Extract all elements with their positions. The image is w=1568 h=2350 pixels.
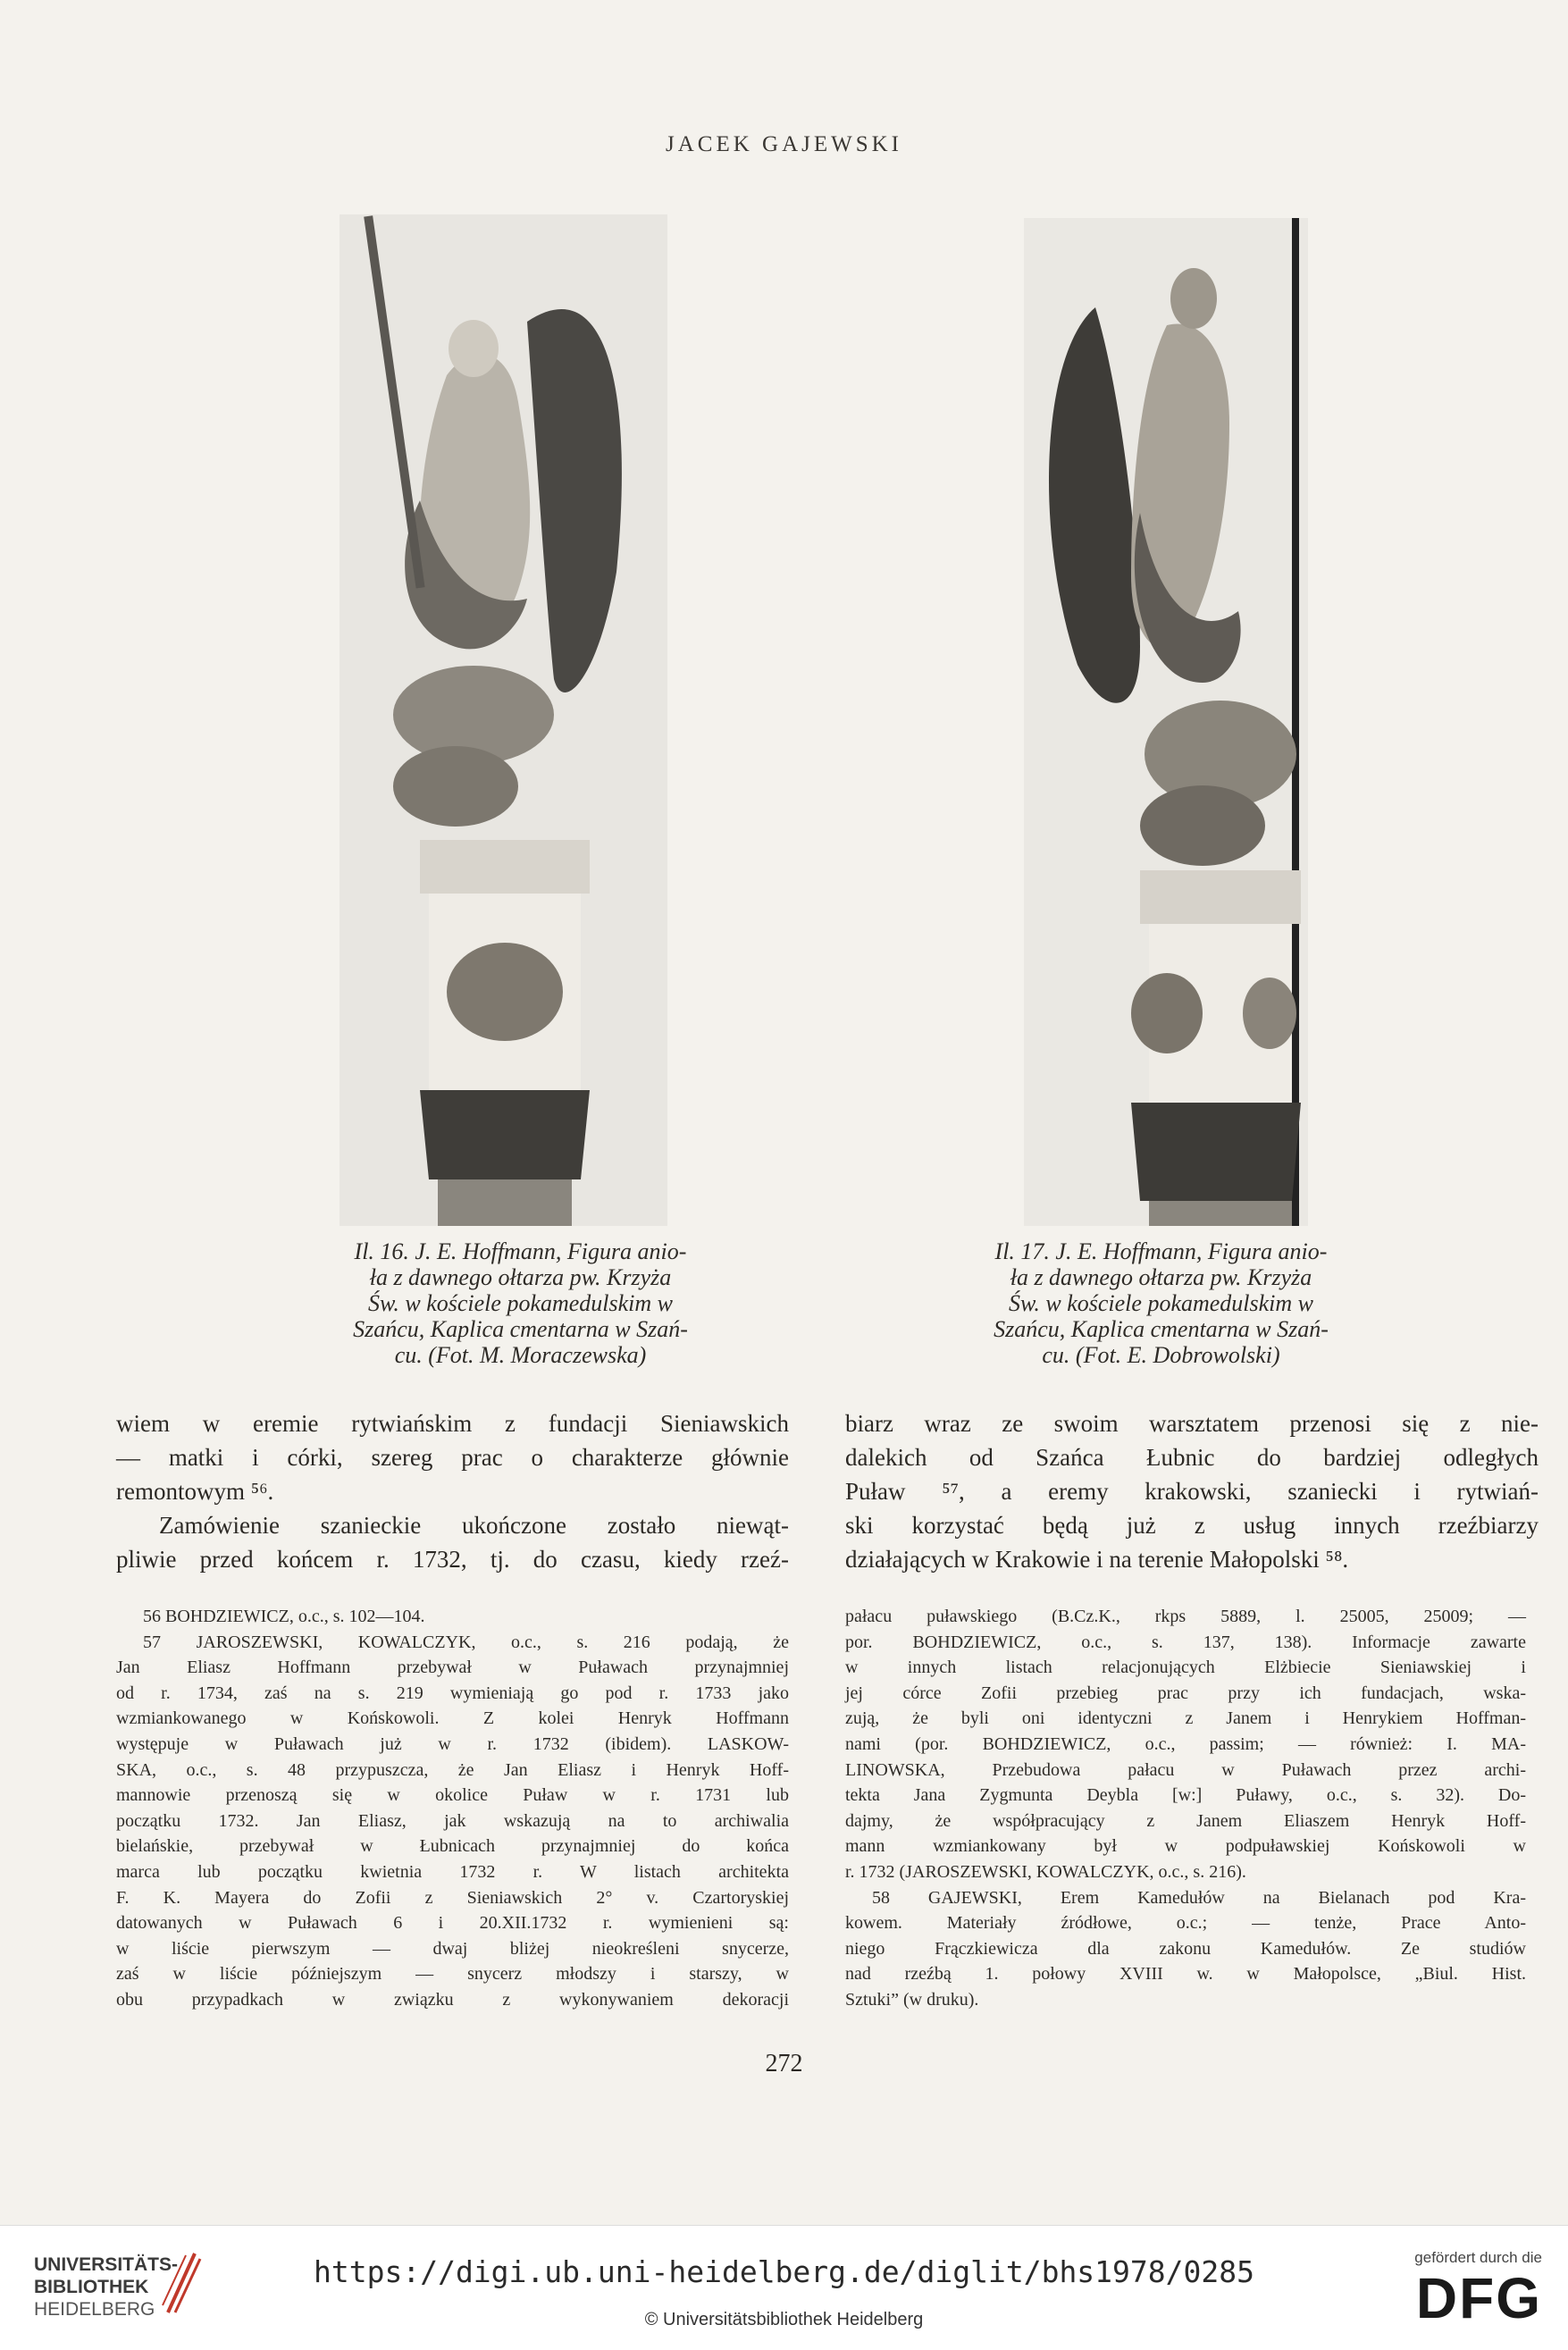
running-head: JACEK GAJEWSKI xyxy=(665,132,903,156)
footnote-line: nami (por. BOHDZIEWICZ, o.c., passim; — również: I. MA- xyxy=(845,1733,1526,1754)
caption-line: ła z dawnego ołtarza pw. Krzyża xyxy=(1010,1264,1312,1290)
footnote-line: Sztuki” (w druku). xyxy=(845,1989,979,2010)
body-line: ski korzystać będą już z usług innych rzeźbiarzy xyxy=(845,1512,1539,1539)
library-name-line: UNIVERSITÄTS- xyxy=(34,2254,179,2275)
footnote-line: F. K. Mayera do Zofii z Sieniawskich 2° v. Czartoryskiej xyxy=(116,1887,789,1908)
footnote-line: od r. 1734, zaś na s. 219 wymieniają go pod r. 1733 jako xyxy=(116,1683,789,1703)
body-line: wiem w eremie rytwiańskim z fundacji Sieniawskich xyxy=(116,1410,789,1437)
body-text-left xyxy=(116,1406,789,1576)
caption-line: cu. (Fot. E. Dobrowolski) xyxy=(1042,1342,1280,1368)
footnote-line: jej córce Zofii przebieg prac przy ich fundacjach, wska- xyxy=(845,1683,1526,1703)
body-line: Puław ⁵⁷, a eremy krakowski, szaniecki i rytwiań- xyxy=(845,1478,1539,1505)
body-line: Zamówienie szanieckie ukończone zostało niewąt- xyxy=(159,1512,789,1539)
body-line: — matki i córki, szereg prac o charakterze głównie xyxy=(116,1444,789,1471)
footnote-line: r. 1732 (JAROSZEWSKI, KOWALCZYK, o.c., s. 216). xyxy=(845,1861,1246,1882)
caption-line: cu. (Fot. M. Moraczewska) xyxy=(394,1342,647,1368)
footnote-line: zaś w liście późniejszym — snycerz młodszy i starszy, w xyxy=(116,1964,789,1985)
body-line: działających w Krakowie i na terenie Małopolski ⁵⁸. xyxy=(845,1546,1349,1573)
caption-line: ła z dawnego ołtarza pw. Krzyża xyxy=(369,1264,672,1290)
caption-line: Św. w kościele pokamedulskim w xyxy=(367,1290,674,1316)
body-line: dalekich od Szańca Łubnic do bardziej odległych xyxy=(845,1444,1539,1471)
footnote-line: LINOWSKA, Przebudowa pałacu w Puławach przez archi- xyxy=(845,1759,1526,1780)
library-name-line: BIBLIOTHEK xyxy=(34,2277,149,2297)
footnote-line: wzmiankowanego w Końskowoli. Z kolei Henryk Hoffmann xyxy=(116,1708,789,1729)
page-number: 272 xyxy=(765,2050,803,2077)
dfg-logo: DFG xyxy=(1415,2266,1542,2330)
caption-line: Il. 17. J. E. Hoffmann, Figura anio- xyxy=(994,1238,1328,1264)
body-line: biarz wraz ze swoim warsztatem przenosi się z nie- xyxy=(845,1410,1539,1437)
footnote-line: 56 BOHDZIEWICZ, o.c., s. 102—104. xyxy=(143,1607,425,1626)
footnote-line: bielańskie, przebywał w Łubnicach przynajmniej do końca xyxy=(116,1836,789,1857)
footnote-line: 58 GAJEWSKI, Erem Kamedułów na Bielanach pod Kra- xyxy=(872,1887,1526,1908)
footnote-line: Jan Eliasz Hoffmann przebywał w Puławach przynajmniej xyxy=(116,1658,789,1678)
footnote-line: niego Frączkiewicza dla zakonu Kamedułów. Ze studiów xyxy=(845,1938,1526,1959)
footnote-line: 57 JAROSZEWSKI, KOWALCZYK, o.c., s. 216 podają, że xyxy=(143,1632,789,1652)
footnote-line: kowem. Materiały źródłowe, o.c.; — tenże, Prace Anto- xyxy=(845,1913,1526,1934)
footnotes-right xyxy=(845,1604,1526,2013)
body-line: remontowym ⁵⁶. xyxy=(116,1478,274,1505)
footnote-line: pałacu puławskiego (B.Cz.K., rkps 5889, l. 25005, 25009; — xyxy=(845,1607,1526,1626)
footnote-line: por. BOHDZIEWICZ, o.c., s. 137, 138). Informacje zawarte xyxy=(845,1632,1526,1652)
footnote-line: mannowie przenoszą się w okolice Puław w r. 1731 lub xyxy=(116,1785,789,1806)
footnote-line: w liście pierwszym — dwaj bliżej nieokreśleni snycerze, xyxy=(116,1938,789,1959)
sponsor-logo[interactable] xyxy=(1381,2249,1542,2338)
figure-17-caption xyxy=(913,1238,1409,1368)
copyright-notice: © Universitätsbibliothek Heidelberg xyxy=(644,2310,924,2329)
footnote-line: marca lub początku kwietnia 1732 r. W listach architekta xyxy=(116,1861,789,1882)
footnote-line: w innych listach relacjonujących Elżbiecie Sieniawskiej i xyxy=(845,1658,1526,1678)
sponsor-label: gefördert durch die xyxy=(1414,2249,1542,2266)
footnote-line: mann wzmiankowany był w podpuławskiej Końskowoli w xyxy=(845,1836,1526,1857)
footnote-line: dajmy, że współpracujący z Janem Eliaszem Henryk Hoff- xyxy=(845,1810,1526,1831)
figure-17-photo xyxy=(1024,218,1308,1226)
body-text-right xyxy=(845,1406,1539,1576)
footnote-line: występuje w Puławach już w r. 1732 (ibidem). LASKOW- xyxy=(116,1733,789,1754)
footnote-line: tekta Jana Zygmunta Deybla [w:] Puławy, o.c., s. 32). Do- xyxy=(845,1785,1526,1806)
caption-line: Szańcu, Kaplica cmentarna w Szań- xyxy=(353,1316,688,1342)
body-line: pliwie przed końcem r. 1732, tj. do czasu, kiedy rzeź- xyxy=(116,1546,789,1573)
footnote-line: nad rzeźbą 1. połowy XVIII w. w Małopolsce, „Biul. Hist. xyxy=(845,1964,1526,1985)
permalink-url[interactable]: https://digi.ub.uni-heidelberg.de/diglit/bhs1978/0285 xyxy=(314,2254,1254,2289)
footnote-line: datowanych w Puławach 6 i 20.XII.1732 r. wymienieni są: xyxy=(116,1913,789,1934)
library-name-line: HEIDELBERG xyxy=(34,2299,155,2320)
figure-16-photo xyxy=(340,214,667,1226)
footnote-line: zują, że byli oni identyczni z Janem i Henrykiem Hoffman- xyxy=(845,1708,1526,1729)
caption-line: Św. w kościele pokamedulskim w xyxy=(1008,1290,1314,1316)
footnote-line: początku 1732. Jan Eliasz, jak wskazują na to archiwalia xyxy=(116,1810,789,1831)
footnote-line: obu przypadkach w związku z wykonywaniem dekoracji xyxy=(116,1989,789,2010)
caption-line: Il. 16. J. E. Hoffmann, Figura anio- xyxy=(354,1238,687,1264)
footnotes-left xyxy=(116,1604,789,2013)
figure-16-caption xyxy=(273,1238,768,1368)
caption-line: Szańcu, Kaplica cmentarna w Szań- xyxy=(994,1316,1329,1342)
footnote-line: SKA, o.c., s. 48 przypuszcza, że Jan Eliasz i Henryk Hoff- xyxy=(116,1759,789,1780)
